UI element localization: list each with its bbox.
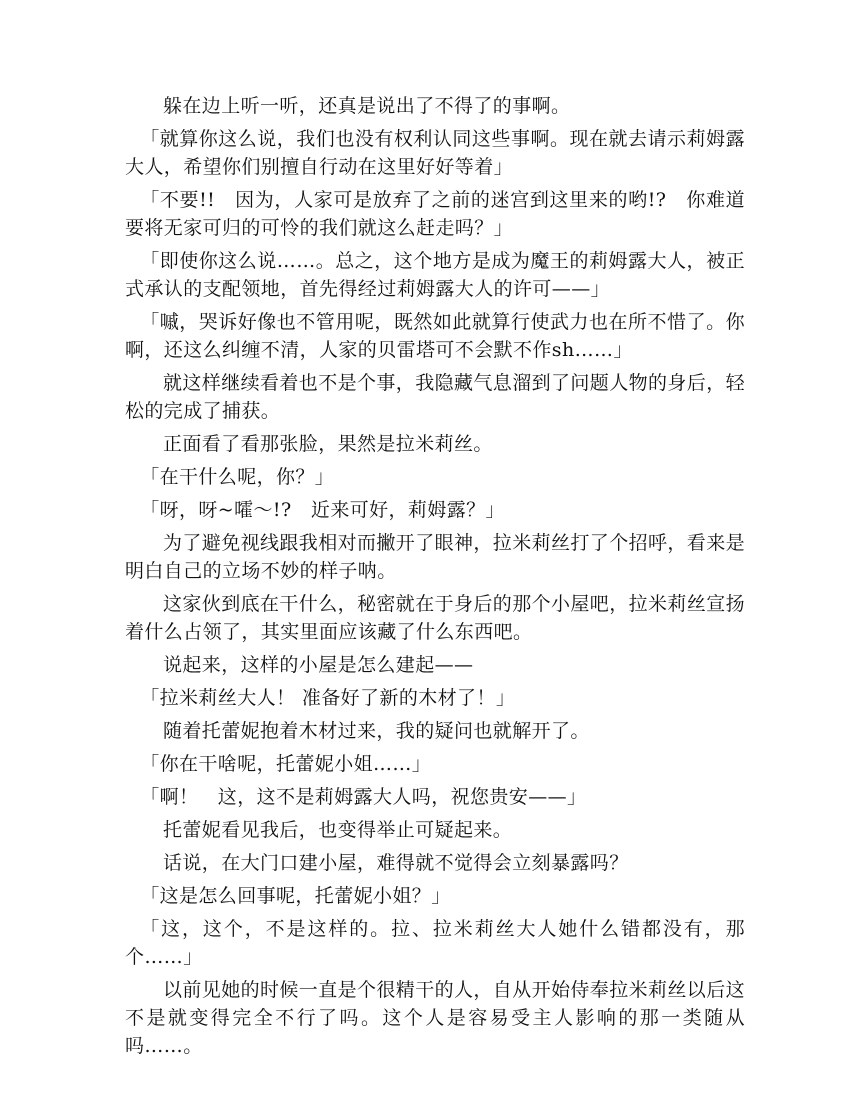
paragraph: 托蕾妮看见我后，也变得举止可疑起来。 [163,819,513,841]
paragraph: 「嘁，哭诉好像也不管用呢，既然如此就算行使武力也在所不惜了。你啊，还这么纠缠不清，人家的贝雷塔可不会默不作sh……」 [125,311,745,361]
paragraph: 说起来，这样的小屋是怎么建起—— [163,654,474,676]
paragraph: 随着托蕾妮抱着木材过来，我的疑问也就解开了。 [163,720,590,742]
paragraph: 「就算你这么说，我们也没有权利认同这些事啊。现在就去请示莉姆露大人，希望你们别擅自行动在这里好好等着」 [125,128,745,178]
paragraph: 「你在干啥呢，托蕾妮小姐……」 [140,753,432,775]
paragraph: 正面看了看那张脸，果然是拉米莉丝。 [163,433,493,455]
paragraph: 「这，这个，不是这样的。拉、拉米莉丝大人她什么错都没有，那个……」 [125,918,745,968]
paragraph: 就这样继续看着也不是个事，我隐藏气息溜到了问题人物的身后，轻松的完成了捕获。 [125,372,746,422]
paragraph: 「拉米莉丝大人！ 准备好了新的木材了！」 [140,687,516,709]
paragraph: 「这是怎么回事呢，托蕾妮小姐？」 [140,885,451,907]
paragraph: 以前见她的时候一直是个很精干的人，自从开始侍奉拉米莉丝以后这不是就变得完全不行了吗。这个人是容易受主人影响的那一类随从吗……。 [125,979,746,1057]
paragraph: 「即使你这么说……。总之，这个地方是成为魔王的莉姆露大人，被正式承认的支配领地，首先得经过莉姆露大人的许可——」 [125,250,745,300]
paragraph: 躲在边上听一听，还真是说出了不得了的事啊。 [163,95,571,117]
paragraph: 话说，在大门口建小屋，难得就不觉得会立刻暴露吗？ [163,852,629,874]
paragraph: 为了避免视线跟我相对而撇开了眼神，拉米莉丝打了个招呼，看来是明白自己的立场不妙的样子呐。 [125,532,746,582]
paragraph: 这家伙到底在干什么，秘密就在于身后的那个小屋吧，拉米莉丝宣扬着什么占领了，其实里面应该藏了什么东西吧。 [125,593,746,643]
paragraph: 「不要!! 因为，人家可是放弃了之前的迷宫到这里来的哟!? 你难道要将无家可归的可怜的我们就这么赶走吗？」 [125,189,745,239]
paragraph: 「呀，呀~嚯～!? 近来可好，莉姆露？」 [140,499,505,521]
paragraph: 「啊！ 这，这不是莉姆露大人吗，祝您贵安——」 [140,786,587,808]
paragraph: 「在干什么呢，你？」 [140,466,335,488]
document-body [125,92,745,1065]
